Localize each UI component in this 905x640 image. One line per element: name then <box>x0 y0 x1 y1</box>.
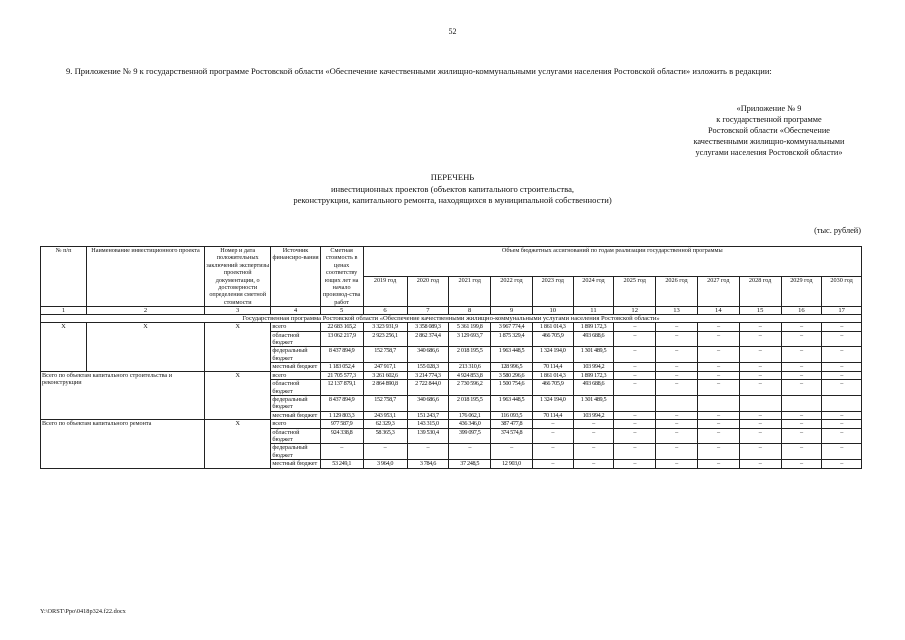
value-cell: – <box>320 444 363 460</box>
value-cell: – <box>739 371 781 379</box>
value-cell: 3 784,6 <box>407 460 449 468</box>
value-cell: – <box>697 363 739 371</box>
value-cell: 8 437 894,9 <box>320 347 363 363</box>
column-number: 9 <box>491 307 533 315</box>
program-row: Государственная программа Ростовской области «Обеспечение качественными жилищно-коммунальными услугами населения Ростовской области» <box>41 315 862 323</box>
value-cell: 22 683 165,2 <box>320 323 363 331</box>
header-year: 2030 год <box>822 277 862 307</box>
value-cell: 70 114,4 <box>532 411 573 419</box>
appendix-line: услугами населения Ростовской области» <box>695 148 843 157</box>
value-cell: – <box>656 428 698 444</box>
header-year: 2020 год <box>407 277 449 307</box>
value-cell: – <box>739 460 781 468</box>
appendix-line: Ростовской области «Обеспечение <box>708 126 830 135</box>
value-cell: – <box>781 444 822 460</box>
funding-source: всего <box>271 420 320 428</box>
value-cell: 2 722 844,0 <box>407 380 449 396</box>
value-cell: – <box>573 460 614 468</box>
value-cell: – <box>781 460 822 468</box>
value-cell: 374 574,8 <box>491 428 533 444</box>
column-number: 6 <box>363 307 407 315</box>
value-cell: – <box>781 420 822 428</box>
value-cell: 977 587,9 <box>320 420 363 428</box>
value-cell: – <box>781 411 822 419</box>
value-cell: 12 903,0 <box>491 460 533 468</box>
value-cell: – <box>573 444 614 460</box>
value-cell: – <box>614 444 656 460</box>
value-cell: – <box>781 371 822 379</box>
investment-projects-table <box>40 246 862 469</box>
value-cell: – <box>407 444 449 460</box>
value-cell <box>697 395 739 411</box>
column-number: 7 <box>407 307 449 315</box>
value-cell: – <box>822 420 862 428</box>
value-cell: 1 861 014,3 <box>532 371 573 379</box>
value-cell: – <box>781 323 822 331</box>
value-cell: 3 129 693,7 <box>449 331 491 347</box>
value-cell: – <box>614 420 656 428</box>
funding-source: федеральный бюджет <box>271 395 320 411</box>
column-number: 14 <box>697 307 739 315</box>
value-cell: 139 530,4 <box>407 428 449 444</box>
value-cell: 466 705,9 <box>532 380 573 396</box>
value-cell: – <box>697 323 739 331</box>
value-cell <box>781 395 822 411</box>
value-cell: 2 862 374,4 <box>407 331 449 347</box>
funding-source: областной бюджет <box>271 380 320 396</box>
group-name: Всего по объектам капитального строительства и реконструкции <box>41 371 205 419</box>
funding-source: местный бюджет <box>271 363 320 371</box>
value-cell: 53 249,1 <box>320 460 363 468</box>
value-cell: – <box>614 380 656 396</box>
value-cell: – <box>614 411 656 419</box>
value-cell: 243 953,1 <box>363 411 407 419</box>
value-cell: 152 758,7 <box>363 395 407 411</box>
group-name: Х <box>87 323 205 371</box>
appendix-line: к государственной программе <box>716 115 822 124</box>
header-year: 2026 год <box>656 277 698 307</box>
value-cell: 1 963 448,5 <box>491 395 533 411</box>
value-cell: 3 323 931,9 <box>363 323 407 331</box>
header-year: 2028 год <box>739 277 781 307</box>
value-cell: 1 324 194,0 <box>532 395 573 411</box>
funding-source: областной бюджет <box>271 428 320 444</box>
appendix-heading <box>660 103 878 158</box>
value-cell: – <box>656 444 698 460</box>
value-cell: 466 705,9 <box>532 331 573 347</box>
value-cell: – <box>614 331 656 347</box>
column-number: 3 <box>204 307 270 315</box>
page-number: 52 <box>448 27 457 36</box>
appendix-line: качественными жилищно-коммунальными <box>693 137 845 146</box>
value-cell: – <box>614 363 656 371</box>
value-cell: 103 994,2 <box>573 363 614 371</box>
value-cell: 1 875 329,4 <box>491 331 533 347</box>
header-expertise: Номер и дата положительных заключений экспертизы проектной документации, о достоверности определения сметной стоимости <box>206 247 270 306</box>
value-cell: – <box>697 420 739 428</box>
value-cell: 2 864 890,8 <box>363 380 407 396</box>
value-cell: – <box>822 428 862 444</box>
value-cell: 1 183 052,4 <box>320 363 363 371</box>
value-cell: 247 917,1 <box>363 363 407 371</box>
value-cell: – <box>532 428 573 444</box>
value-cell: 2 018 195,5 <box>449 395 491 411</box>
group-expertise: Х <box>204 420 270 468</box>
value-cell: 176 062,1 <box>449 411 491 419</box>
value-cell: 340 686,6 <box>407 347 449 363</box>
value-cell: 924 338,8 <box>320 428 363 444</box>
document-title <box>0 172 905 207</box>
value-cell: 13 062 217,9 <box>320 331 363 347</box>
value-cell: – <box>739 323 781 331</box>
table-row <box>41 420 862 428</box>
value-cell: 128 996,5 <box>491 363 533 371</box>
value-cell: – <box>532 444 573 460</box>
value-cell: – <box>532 420 573 428</box>
value-cell: – <box>739 428 781 444</box>
header-num: № п/п <box>41 247 87 307</box>
value-cell: – <box>656 371 698 379</box>
value-cell: – <box>614 323 656 331</box>
value-cell: 3 964,0 <box>363 460 407 468</box>
value-cell: – <box>739 363 781 371</box>
value-cell: – <box>822 347 862 363</box>
value-cell: – <box>697 444 739 460</box>
title-line: ПЕРЕЧЕНЬ <box>430 172 475 182</box>
value-cell: 340 686,6 <box>407 395 449 411</box>
header-year: 2024 год <box>573 277 614 307</box>
funding-source: областной бюджет <box>271 331 320 347</box>
value-cell: 5 361 199,8 <box>449 323 491 331</box>
value-cell: 8 437 894,9 <box>320 395 363 411</box>
value-cell: – <box>697 380 739 396</box>
title-line: реконструкции, капитального ремонта, находящихся в муниципальной собственности) <box>293 195 612 205</box>
column-number: 4 <box>271 307 320 315</box>
value-cell: – <box>822 460 862 468</box>
header-year: 2021 год <box>449 277 491 307</box>
value-cell <box>656 395 698 411</box>
value-cell: 4 924 853,8 <box>449 371 491 379</box>
value-cell: – <box>781 347 822 363</box>
value-cell: 37 248,5 <box>449 460 491 468</box>
value-cell: 493 688,6 <box>573 331 614 347</box>
header-year: 2029 год <box>781 277 822 307</box>
value-cell: 399 097,5 <box>449 428 491 444</box>
column-number: 12 <box>614 307 656 315</box>
column-number: 17 <box>822 307 862 315</box>
value-cell: 1 899 172,3 <box>573 371 614 379</box>
value-cell: 387 477,8 <box>491 420 533 428</box>
value-cell: – <box>656 347 698 363</box>
group-expertise: Х <box>204 323 270 371</box>
group-expertise: Х <box>204 371 270 419</box>
funding-source: всего <box>271 371 320 379</box>
value-cell: – <box>573 420 614 428</box>
value-cell: – <box>781 331 822 347</box>
value-cell: – <box>449 444 491 460</box>
title-line: инвестиционных проектов (объектов капитального строительства, <box>330 183 575 194</box>
header-name: Наименование инвестиционного проекта <box>87 247 205 307</box>
footer-file-path: Y:\ORST\Ppo\0418p324.f22.docx <box>40 608 126 615</box>
header-year: 2019 год <box>363 277 407 307</box>
value-cell: – <box>656 331 698 347</box>
value-cell: 116 093,5 <box>491 411 533 419</box>
value-cell: – <box>822 363 862 371</box>
funding-source: федеральный бюджет <box>271 347 320 363</box>
value-cell: – <box>697 460 739 468</box>
value-cell: – <box>739 347 781 363</box>
value-cell: – <box>739 411 781 419</box>
value-cell: 152 758,7 <box>363 347 407 363</box>
value-cell: – <box>614 347 656 363</box>
value-cell: – <box>697 371 739 379</box>
header-volume: Объем бюджетных ассигнований по годам реализации государственной программы <box>363 247 861 277</box>
value-cell: 1 324 194,0 <box>532 347 573 363</box>
value-cell: 2 018 195,5 <box>449 347 491 363</box>
value-cell: 1 500 754,6 <box>491 380 533 396</box>
appendix-line: «Приложение № 9 <box>736 104 802 113</box>
value-cell: – <box>363 444 407 460</box>
header-year: 2023 год <box>532 277 573 307</box>
value-cell: 3 261 602,6 <box>363 371 407 379</box>
value-cell: 436 346,0 <box>449 420 491 428</box>
value-cell: – <box>697 347 739 363</box>
value-cell: – <box>739 331 781 347</box>
value-cell: – <box>532 460 573 468</box>
value-cell: 3 358 089,3 <box>407 323 449 331</box>
value-cell <box>822 395 862 411</box>
value-cell: 3 580 296,6 <box>491 371 533 379</box>
header-year: 2027 год <box>697 277 739 307</box>
value-cell: – <box>739 380 781 396</box>
header-year: 2022 год <box>491 277 533 307</box>
group-name: Всего по объектам капитального ремонта <box>41 420 205 468</box>
column-number: 5 <box>320 307 363 315</box>
table-row <box>41 323 862 331</box>
value-cell: – <box>822 380 862 396</box>
value-cell: – <box>656 323 698 331</box>
value-cell: – <box>491 444 533 460</box>
value-cell: – <box>656 380 698 396</box>
header-cost: Сметная стоимость в ценах соответству ющих лет на начало производ-ства работ <box>320 247 363 307</box>
value-cell: 12 137 879,1 <box>320 380 363 396</box>
group-num: Х <box>41 323 87 371</box>
value-cell: – <box>822 323 862 331</box>
value-cell: – <box>614 371 656 379</box>
value-cell: – <box>781 428 822 444</box>
value-cell: 3 214 774,3 <box>407 371 449 379</box>
value-cell: 2 730 596,2 <box>449 380 491 396</box>
value-cell: 2 923 256,1 <box>363 331 407 347</box>
value-cell: 70 114,4 <box>532 363 573 371</box>
value-cell: 155 028,3 <box>407 363 449 371</box>
value-cell: – <box>697 428 739 444</box>
value-cell: – <box>656 363 698 371</box>
funding-source: местный бюджет <box>271 460 320 468</box>
value-cell: – <box>697 331 739 347</box>
funding-source: федеральный бюджет <box>271 444 320 460</box>
column-number: 8 <box>449 307 491 315</box>
value-cell: 143 315,0 <box>407 420 449 428</box>
value-cell: 103 994,2 <box>573 411 614 419</box>
value-cell: 1 301 489,5 <box>573 395 614 411</box>
value-cell: 62 329,3 <box>363 420 407 428</box>
value-cell: 493 688,6 <box>573 380 614 396</box>
value-cell: – <box>656 411 698 419</box>
value-cell: – <box>822 444 862 460</box>
value-cell: 151 243,7 <box>407 411 449 419</box>
intro-paragraph: 9. Приложение № 9 к государственной программе Ростовской области «Обеспечение качественными жилищно-коммунальными услугами населения Ростовской области» изложить в редакции: <box>66 66 772 76</box>
value-cell: – <box>697 411 739 419</box>
funding-source: всего <box>271 323 320 331</box>
units-label: (тыс. рублей) <box>814 226 861 235</box>
funding-source: местный бюджет <box>271 411 320 419</box>
value-cell: – <box>781 380 822 396</box>
value-cell: – <box>656 420 698 428</box>
value-cell: – <box>822 371 862 379</box>
header-source: Источник финансиро-вания <box>271 247 320 307</box>
column-number: 11 <box>573 307 614 315</box>
column-number: 2 <box>87 307 205 315</box>
value-cell: 1 301 489,5 <box>573 347 614 363</box>
value-cell: 58 365,3 <box>363 428 407 444</box>
column-number: 13 <box>656 307 698 315</box>
value-cell: – <box>739 420 781 428</box>
value-cell: 1 963 448,5 <box>491 347 533 363</box>
value-cell: – <box>573 428 614 444</box>
value-cell: – <box>656 460 698 468</box>
table-row <box>41 371 862 379</box>
value-cell: 3 967 774,4 <box>491 323 533 331</box>
column-number: 16 <box>781 307 822 315</box>
column-number: 10 <box>532 307 573 315</box>
column-number: 1 <box>41 307 87 315</box>
value-cell: 1 899 172,3 <box>573 323 614 331</box>
value-cell: – <box>822 331 862 347</box>
value-cell: – <box>614 460 656 468</box>
value-cell: – <box>822 411 862 419</box>
header-year: 2025 год <box>614 277 656 307</box>
value-cell <box>739 395 781 411</box>
value-cell: 1 129 803,3 <box>320 411 363 419</box>
value-cell: – <box>614 428 656 444</box>
value-cell: 213 310,6 <box>449 363 491 371</box>
column-number: 15 <box>739 307 781 315</box>
value-cell <box>614 395 656 411</box>
value-cell: 21 705 577,3 <box>320 371 363 379</box>
value-cell: – <box>781 363 822 371</box>
value-cell: 1 861 014,3 <box>532 323 573 331</box>
value-cell: – <box>739 444 781 460</box>
